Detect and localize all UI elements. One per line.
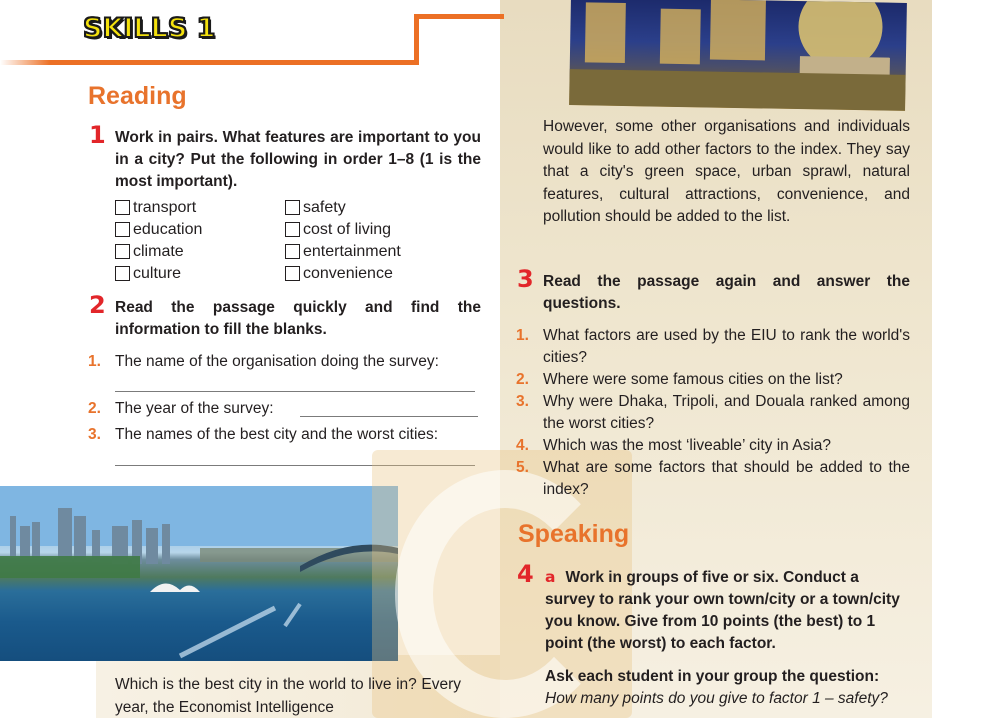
ask-instruction: Ask each student in your group the question: [545, 668, 880, 685]
header-rule [0, 60, 418, 65]
task-number: 3 [517, 265, 534, 293]
sub-task-letter: a [545, 568, 556, 586]
task-2-item: 1. The name of the organisation doing the survey: [88, 353, 439, 370]
task-2-instruction: Read the passage quickly and find the information to fill the blanks. [115, 299, 481, 338]
checkbox-item[interactable]: cost of living [285, 219, 435, 240]
task-4-instruction: Work in groups of five or six. Conduct a survey to rank your own town/city or a town/city you know. Give from 10 points (the best) to 1 point (the worst) to each factor. [545, 569, 900, 652]
vancouver-night-photo [569, 0, 907, 111]
task-3-instruction: Read the passage again and answer the questions. [543, 273, 910, 312]
task-number: 2 [89, 291, 106, 319]
checkbox-icon[interactable] [115, 244, 130, 259]
answer-blank[interactable] [115, 465, 475, 466]
feature-checklist [115, 197, 435, 284]
task-2-item: 3. The names of the best city and the worst cities: [88, 426, 439, 443]
checkbox-icon[interactable] [285, 244, 300, 259]
checkbox-icon[interactable] [285, 200, 300, 215]
sample-question: How many points do you give to factor 1 – safety? [545, 690, 888, 707]
speaking-heading: Speaking [518, 520, 630, 548]
task-4-ask [545, 666, 910, 710]
reading-passage: Which is the best city in the world to live in? Every year, the Economist Intelligence [115, 676, 461, 716]
question-item: 3. Why were Dhaka, Tripoli, and Douala ranked among the worst cities? [516, 393, 910, 432]
task-number: 1 [89, 121, 106, 149]
checkbox-item[interactable]: convenience [285, 263, 435, 284]
task-2-item: 2. The year of the survey: [88, 400, 274, 417]
task-3 [517, 265, 910, 315]
task-number: 4 [517, 560, 534, 588]
header-rule-step [414, 14, 419, 65]
checkbox-icon[interactable] [285, 222, 300, 237]
question-item: 1. What factors are used by the EIU to rank the world's cities? [516, 327, 910, 366]
checkbox-icon[interactable] [115, 266, 130, 281]
checkbox-icon[interactable] [285, 266, 300, 281]
task-1 [89, 121, 481, 193]
answer-blank[interactable] [115, 391, 475, 392]
science-world-dome-icon [569, 0, 907, 111]
sydney-skyline-icon [0, 486, 398, 661]
reading-passage-continued: However, some other organisations and individuals would like to add other factors to the index. They say that a city's green space, urban sprawl, natural features, cultural attractions, convenience, and pollution should be added to the list. [543, 118, 910, 225]
question-item: 4. Which was the most ‘liveable’ city in Asia? [516, 437, 832, 454]
checkbox-item[interactable]: education [115, 219, 285, 240]
question-item: 5. What are some factors that should be added to the index? [516, 459, 910, 498]
reading-heading: Reading [88, 82, 187, 110]
question-item: 2. Where were some famous cities on the list? [516, 371, 843, 388]
task-3-questions [516, 325, 910, 501]
task-1-instruction: Work in pairs. What features are important to you in a city? Put the following in order 1–8 (1 is the most important). [115, 129, 481, 190]
checkbox-icon[interactable] [115, 222, 130, 237]
checkbox-item[interactable]: climate [115, 241, 285, 262]
task-4a [517, 560, 910, 655]
answer-blank[interactable] [300, 416, 478, 417]
unit-title: SKILLS 1 [83, 13, 216, 44]
checkbox-item[interactable]: safety [285, 197, 435, 218]
sydney-harbour-photo [0, 486, 398, 661]
checkbox-item[interactable]: culture [115, 263, 285, 284]
task-2 [89, 291, 481, 341]
header-rule-top [414, 14, 504, 19]
checkbox-item[interactable]: transport [115, 197, 285, 218]
checkbox-icon[interactable] [115, 200, 130, 215]
checkbox-item[interactable]: entertainment [285, 241, 435, 262]
